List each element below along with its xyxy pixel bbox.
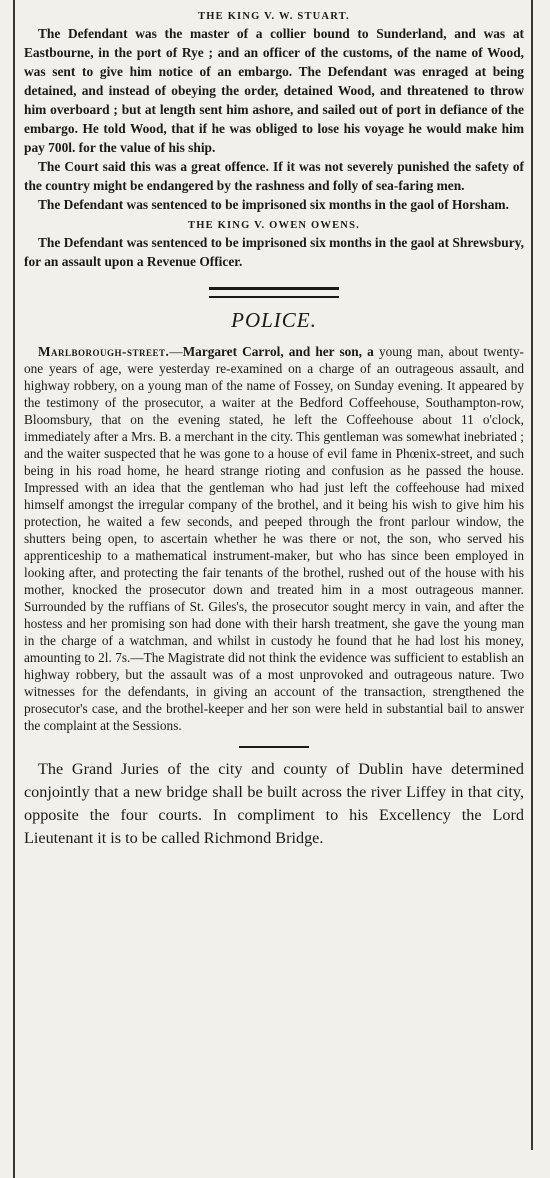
cropped-header-fragment	[24, 0, 524, 5]
dateline: Marlborough-street.	[38, 344, 170, 359]
police-report	[24, 343, 524, 734]
lead-names: Margaret Carrol, and her son, a	[182, 344, 374, 359]
article-column	[24, 0, 524, 850]
police-section	[24, 308, 524, 734]
report-body: young man, about twenty-one years of age, were yesterday re-examined on a charge of an outrageous assault, and highway robbery, on a young man of the name of Fossey, on Sunday evening. It appeared by the testimony of the prosecutor, a waiter at the Bedford Coffeehouse, Southampton-row, Bloomsbury, that on the evening stated, he left the Coffeehouse about 11 o'clock, immediately after a Mrs. B. a merchant in the city. This gentleman was somewhat inebriated ; and the waiter suspected that he was gone to a house of evil fame in Phœnix-street, and such being in his road home, he heard strange rioting and confusion as he passed the house. Impressed with an idea that the gentleman who had just left the coffeehouse had mixed himself amongst the irregular company of the brothel, and it being his wish to give him his protection, he waited a few seconds, and peeped through the front parlour window, the shutters being open, to ascertain whether he was there or not, the son, who served his apprenticeship to a mathematical instrument-maker, but who has since been employed in looking after, and protecting the fair tenants of the brothel, rushed out of the house with his mother, knocked the prosecutor down and treated him in a most outrageous manner. Surrounded by the ruffians of St. Giles's, the prosecutor sought mercy in vain, and after the hostess and her promising son had done with their harsh treatment, she gave the young man in the charge of a watchman, and whilst in custody he found that he had lost his money, amounting to 2l. 7s.—The Magistrate did not think the evidence was sufficient to establish an highway robbery, but the assault was of a most unprovoked and outrageous nature. Two witnesses for the defendants, in giving an account of the transaction, strengthened the prosecutor's case, and the brothel-keeper and her son were held in substantial bail to answer the complaint at the Sessions.	[24, 344, 524, 733]
case-paragraph: The Defendant was sentenced to be imprisoned six months in the gaol of Horsham.	[38, 197, 509, 212]
case-paragraph: The Court said this was a great offence. If it was not severely punished the safety of the country might be endangered by the rashness and folly of sea-faring men.	[24, 159, 524, 193]
case-heading: THE KING V. OWEN OWENS.	[188, 220, 360, 231]
section-title: POLICE.	[231, 308, 317, 332]
right-column-rule	[531, 0, 533, 1150]
case-owens	[24, 220, 524, 271]
short-divider	[239, 746, 309, 748]
left-column-rule	[13, 0, 15, 1178]
case-paragraph: The Defendant was sentenced to be imprisoned six months in the gaol at Shrewsbury, for an assault upon a Revenue Officer.	[24, 235, 524, 269]
section-divider	[209, 287, 339, 298]
dateline-dash: —	[169, 344, 183, 359]
dublin-bridge-notice: The Grand Juries of the city and county of Dublin have determined conjointly that a new bridge shall be built across the river Liffey in that city, opposite the four courts. In compliment to his Excellency the Lord Lieutenant it is to be called Richmond Bridge.	[24, 760, 524, 847]
case-stuart	[24, 11, 524, 214]
case-paragraph: The Defendant was the master of a collier bound to Sunderland, and was at Eastbourne, in the port of Rye ; and an officer of the customs, of the name of Wood, was sent to give him notice of an embargo. The Defendant was enraged at being detained, and instead of obeying the order, detained Wood, and threatened to throw him overboard ; but at length sent him ashore, and sailed out of port in defiance of the embargo. He told Wood, that if he was obliged to lose his voyage he would make him pay 700l. for the value of his ship.	[24, 26, 524, 155]
case-heading: THE KING V. W. STUART.	[198, 11, 350, 22]
